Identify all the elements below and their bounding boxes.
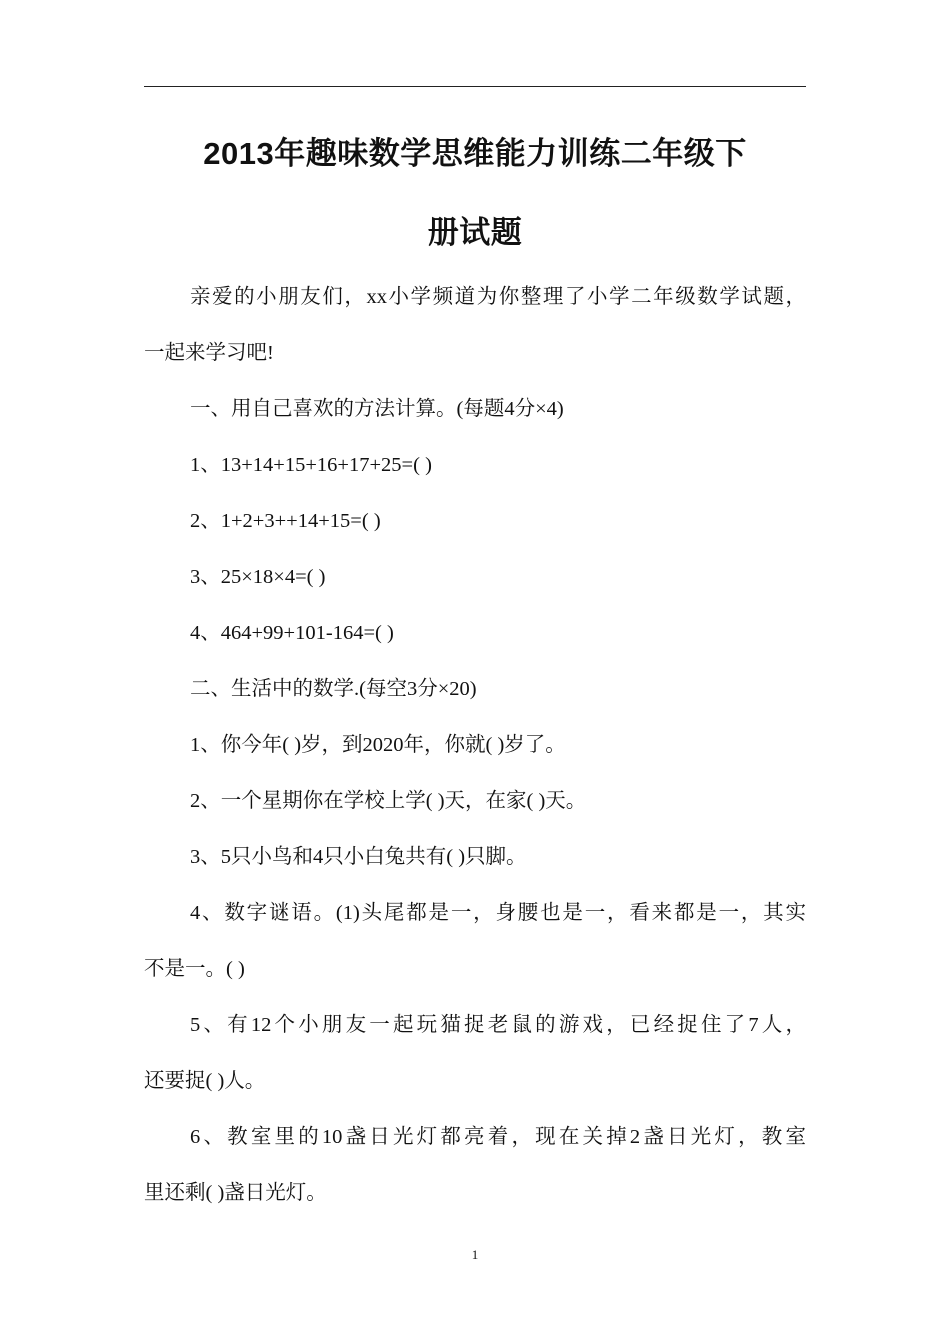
question-1-1: 1、13+14+15+16+17+25=( ): [190, 454, 432, 476]
intro-line-2: 一起来学习吧!: [144, 342, 274, 364]
section-heading-1: 一、用自己喜欢的方法计算。(每题4分×4): [190, 398, 564, 420]
question-1-2: 2、1+2+3++14+15=( ): [190, 510, 381, 532]
question-2-4-line-2: 不是一。( ): [144, 958, 245, 980]
document-title-line-1: 2013年趣味数学思维能力训练二年级下: [203, 136, 747, 171]
question-2-4-line-1: 4、数字谜语。(1)头尾都是一，身腰也是一，看来都是一，其实: [190, 902, 806, 924]
question-2-2: 2、一个星期你在学校上学( )天，在家( )天。: [190, 790, 587, 812]
header-rule: [144, 86, 806, 87]
document-title-line-2: 册试题: [427, 215, 523, 250]
question-2-6-line-1: 6、教室里的10盏日光灯都亮着，现在关掉2盏日光灯，教室: [190, 1126, 806, 1148]
question-2-5-line-2: 还要捉( )人。: [144, 1070, 266, 1092]
question-2-6-line-2: 里还剩( )盏日光灯。: [144, 1182, 327, 1204]
page-number: 1: [471, 1247, 479, 1262]
question-2-3: 3、5只小鸟和4只小白兔共有( )只脚。: [190, 846, 527, 868]
question-2-5-line-1: 5、有12个小朋友一起玩猫捉老鼠的游戏，已经捉住了7人，: [190, 1014, 806, 1036]
intro-line-1: 亲爱的小朋友们，xx小学频道为你整理了小学二年级数学试题，: [190, 286, 806, 308]
section-heading-2: 二、生活中的数学.(每空3分×20): [190, 678, 477, 700]
question-1-3: 3、25×18×4=( ): [190, 566, 326, 588]
question-1-4: 4、464+99+101-164=( ): [190, 622, 394, 644]
question-2-1: 1、你今年( )岁，到2020年，你就( )岁了。: [190, 734, 566, 756]
